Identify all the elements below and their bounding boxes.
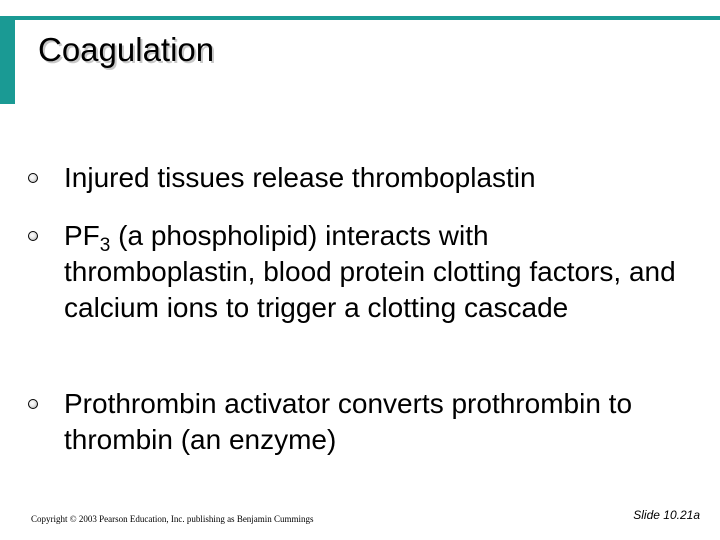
bullet-icon	[28, 173, 38, 183]
bullet-icon	[28, 399, 38, 409]
bullet-prefix: PF	[64, 220, 100, 251]
bullet-body: (a phospholipid) interacts with thromboplastin, blood protein clotting factors, and calcium ions to trigger a clotting cascade	[64, 220, 676, 323]
bullet-icon	[28, 231, 38, 241]
slide-number: Slide 10.21a	[633, 508, 700, 522]
bullet-text: Prothrombin activator converts prothrombin to thrombin (an enzyme)	[64, 388, 633, 455]
bullet-text	[64, 218, 684, 326]
slide-title: Coagulation	[38, 31, 215, 68]
left-accent-bar	[0, 16, 15, 104]
top-accent-rule	[0, 16, 720, 20]
bullet-subscript: 3	[99, 235, 111, 256]
bullet-text: Injured tissues release thromboplastin	[64, 162, 536, 193]
copyright-notice: Copyright © 2003 Pearson Education, Inc. publishing as Benjamin Cummings	[31, 514, 314, 524]
